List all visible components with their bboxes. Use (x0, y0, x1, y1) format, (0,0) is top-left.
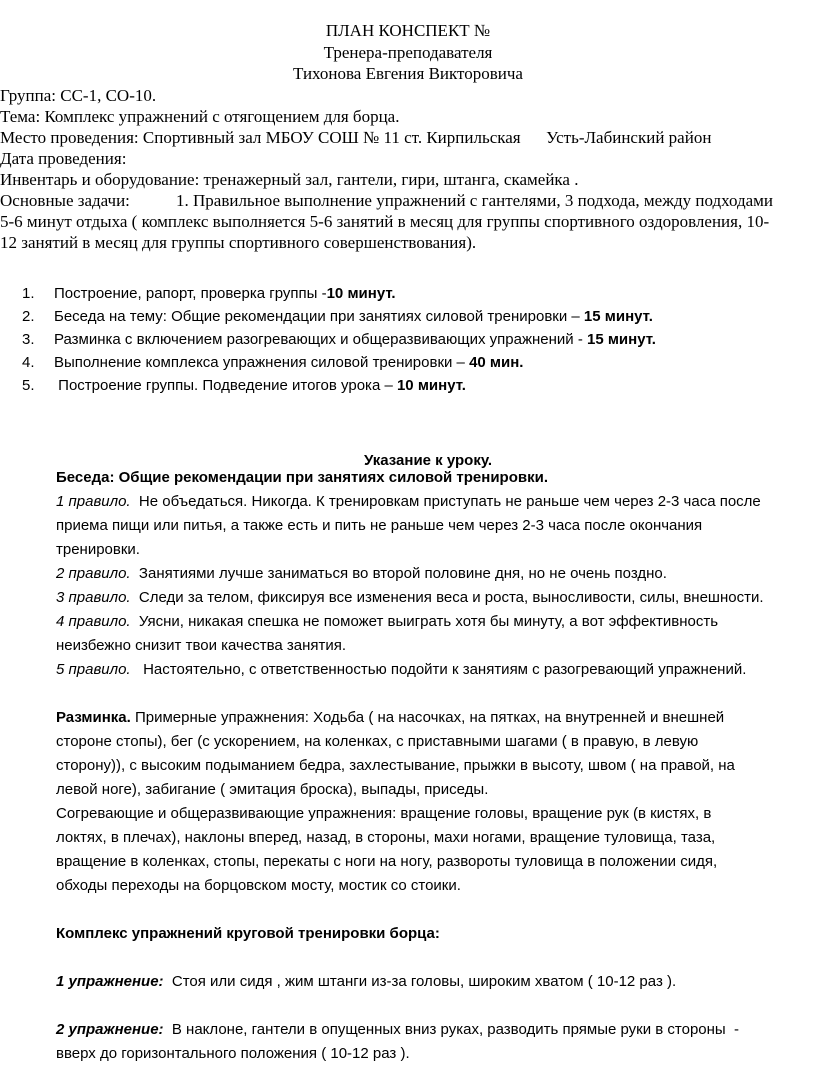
list-item-text: Построение группы. Подведение итогов урока – (54, 377, 397, 394)
warmup-text: Примерные упражнения: Ходьба ( на насочках, на пятках, на внутренней и внешней (130, 709, 725, 726)
list-item-duration: 40 мин. (469, 354, 524, 371)
warmup-text: вращение в коленках, стопы, перекаты с ноги на ногу, развороты туловища в положении сидя, (56, 853, 718, 870)
document-title: ПЛАН КОНСПЕКТ № (325, 21, 491, 40)
rule-label: 2 правило. (56, 565, 131, 582)
rule-text: тренировки. (56, 541, 140, 558)
complex-heading: Комплекс упражнений круговой тренировки борца: (56, 925, 440, 942)
rule-text: Не объедаться. Никогда. К тренировкам приступать не раньше чем через 2-3 часа после (130, 493, 761, 510)
rule-text: Следи за телом, фиксируя все изменения веса и роста, выносливости, силы, внешности. (130, 589, 764, 606)
rule-2 (56, 562, 816, 586)
rule-4 (56, 610, 816, 634)
place-line: Место проведения: Спортивный зал МБОУ СОШ № 11 ст. Кирпильская Усть-Лабинский район (0, 128, 712, 147)
list-item-duration: 10 минут. (326, 285, 396, 302)
trainer-role: Тренера-преподавателя (323, 43, 493, 62)
list-item-duration: 10 минут. (396, 377, 466, 394)
tasks-line-2: 5-6 минут отдыха ( комплекс выполняется 5-6 занятий в месяц для группы спортивного оздоровления, 10- (0, 212, 770, 231)
rule-label: 3 правило. (56, 589, 131, 606)
warmup-text: Согревающие и общеразвивающие упражнения: вращение головы, вращение рук (в кистях, в (56, 805, 712, 822)
list-item-text: Разминка с включением разогревающих и общеразвивающих упражнений - (54, 331, 587, 348)
date-line: Дата проведения: (0, 149, 127, 168)
exercise-2 (56, 1018, 816, 1042)
warmup-text: левой ноге), забигание ( эмитация броска), выпады, приседы. (56, 781, 489, 798)
lesson-body (56, 466, 816, 1066)
rule-label: 4 правило. (56, 613, 131, 630)
warmup-text: сторону)), с высоким подыманием бедра, захлестывание, прыжки в высоту, швом ( на правой, на (56, 757, 735, 774)
list-item-number: 4. (22, 354, 35, 371)
exercise-label: 2 упражнение: (56, 1021, 164, 1038)
tasks-line-1: 1. Правильное выполнение упражнений с гантелями, 3 подхода, между подходами (176, 191, 774, 210)
rule-label: 1 правило. (56, 493, 131, 510)
rule-5 (56, 658, 816, 682)
list-item-duration: 15 минут. (583, 308, 653, 325)
exercise-label: 1 упражнение: (56, 973, 164, 990)
equipment-line: Инвентарь и оборудование: тренажерный зал, гантели, гири, штанга, скамейка . (0, 170, 579, 189)
rule-label: 5 правило. (56, 661, 131, 678)
tasks-line-3: 12 занятий в месяц для группы спортивного совершенствования). (0, 233, 477, 252)
exercise-1 (56, 970, 816, 994)
warmup-label: Разминка. (56, 709, 131, 726)
rule-1 (56, 490, 816, 514)
lesson-heading: Указание к уроку. (363, 452, 493, 469)
list-item-number: 2. (22, 308, 35, 325)
list-item-text: Беседа на тему: Общие рекомендации при занятиях силовой тренировки – (54, 308, 584, 325)
warmup-paragraph (56, 706, 816, 730)
rule-text: неизбежно снизит твои качества занятия. (56, 637, 347, 654)
list-item-number: 1. (22, 285, 35, 302)
rule-text: Уясни, никакая спешка не поможет выиграть хотя бы минуту, а вот эффективность (130, 613, 719, 630)
talk-heading: Беседа: Общие рекомендации при занятиях силовой тренировки. (56, 469, 548, 486)
warmup-text: обходы переходы на борцовском мосту, мостик со стоики. (56, 877, 461, 894)
list-item-number: 5. (22, 377, 35, 394)
list-item-text: Выполнение комплекса упражнения силовой тренировки – (54, 354, 470, 371)
trainer-name: Тихонова Евгения Викторовича (293, 64, 523, 83)
exercise-text: В наклоне, гантели в опущенных вниз руках, разводить прямые руки в стороны - (163, 1021, 740, 1038)
warmup-text: локтях, в плечах), наклоны вперед, назад, в стороны, махи ногами, вращение туловища, таза, (56, 829, 716, 846)
group-line: Группа: СС-1, СО-10. (0, 86, 157, 105)
rule-text: Занятиями лучше заниматься во второй половине дня, но не очень поздно. (130, 565, 667, 582)
exercise-text: Стоя или сидя , жим штанги из-за головы, широким хватом ( 10-12 раз ). (163, 973, 677, 990)
rule-text: приема пищи или питья, а также есть и пить не раньше чем через 2-3 часа после окончания (56, 517, 703, 534)
rule-3 (56, 586, 816, 610)
rule-text: Настоятельно, с ответственностью подойти к занятиям с разогревающий упражнений. (130, 661, 747, 678)
topic-line: Тема: Комплекс упражнений с отягощением для борца. (0, 107, 400, 126)
tasks-label: Основные задачи: (0, 191, 130, 210)
warmup-text: стороне стопы), бег (с ускорением, на коленках, с приставными шагами ( в правую, в левую (56, 733, 699, 750)
exercise-text: вверх до горизонтального положения ( 10-12 раз ). (56, 1045, 410, 1062)
list-item-duration: 15 минут. (586, 331, 656, 348)
list-item-number: 3. (22, 331, 35, 348)
list-item-text: Построение, рапорт, проверка группы - (54, 285, 327, 302)
